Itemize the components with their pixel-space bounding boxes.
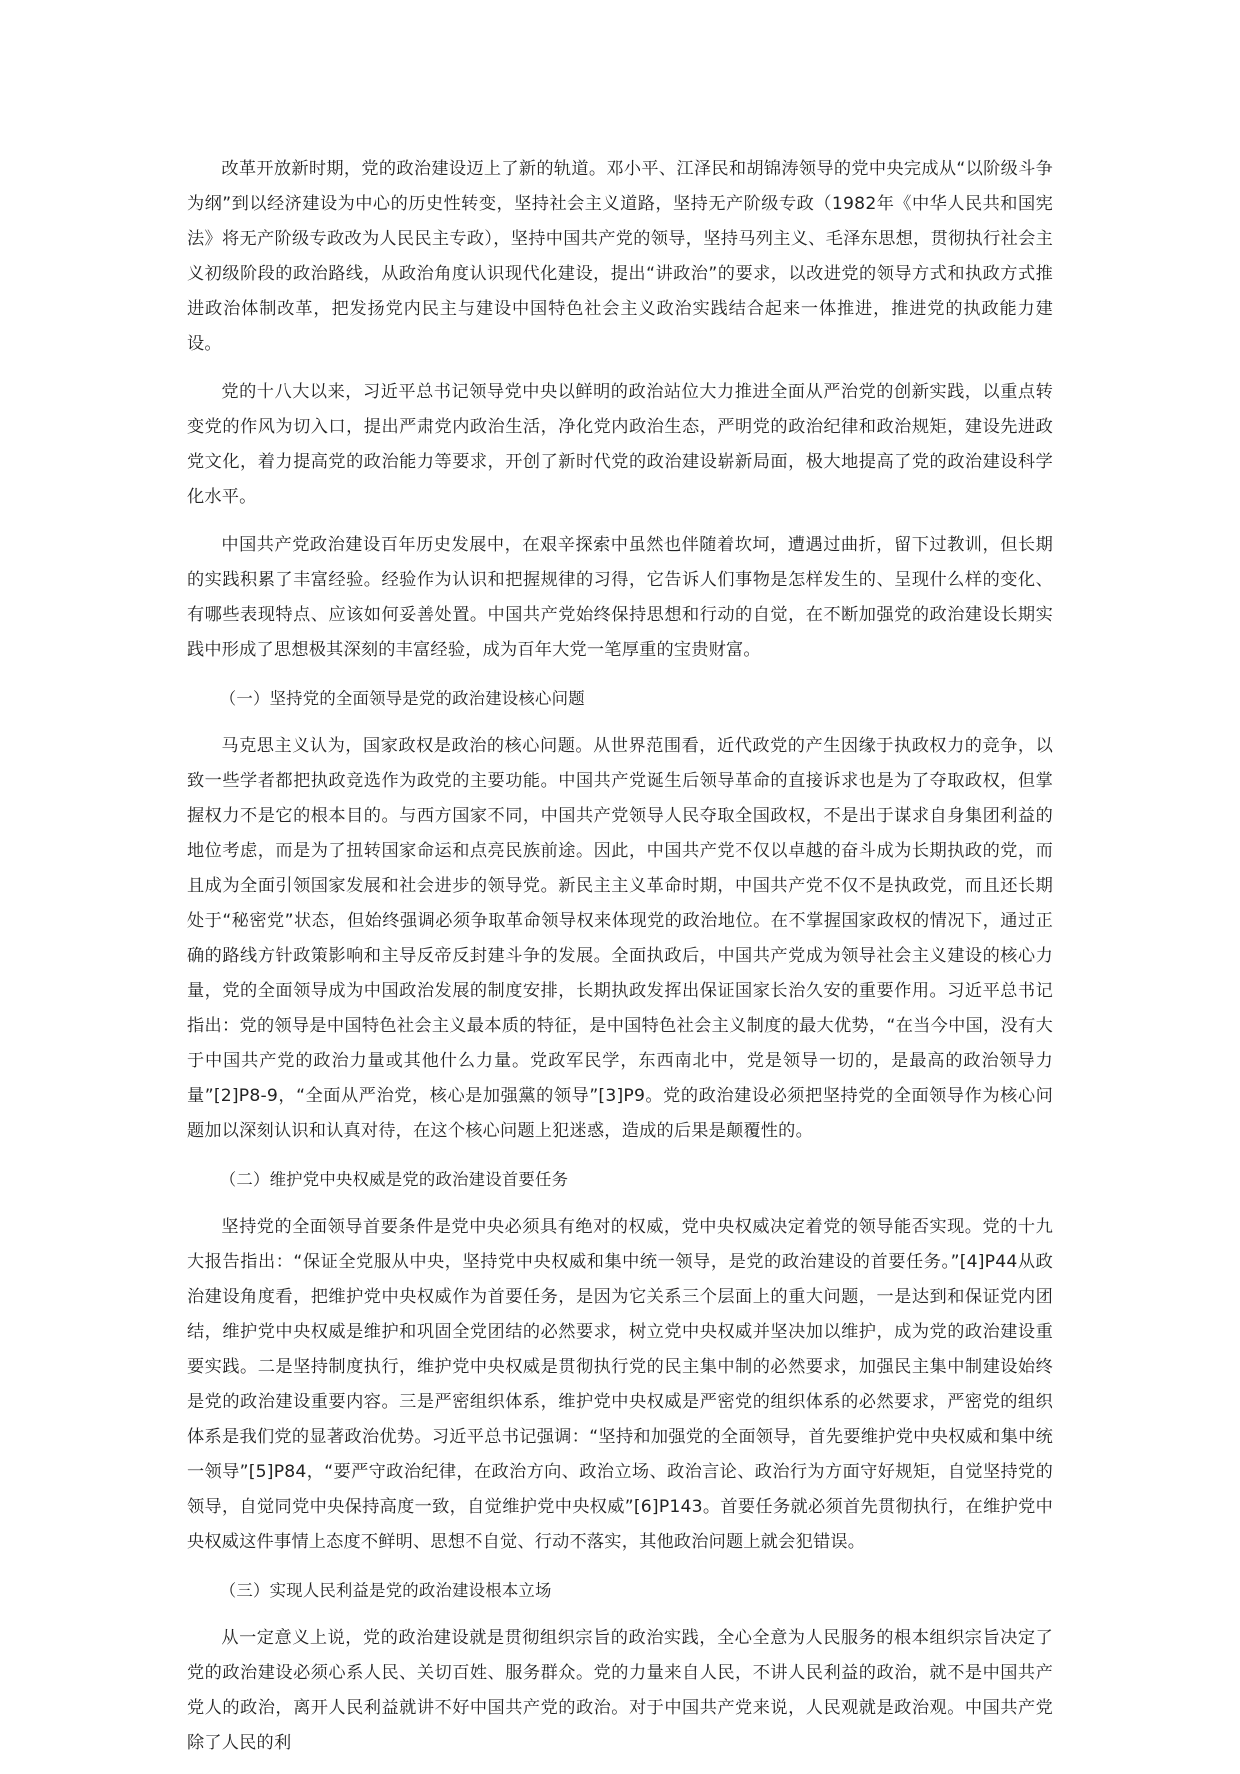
paragraph-central-authority: 坚持党的全面领导首要条件是党中央必须具有绝对的权威，党中央权威决定着党的领导能否实现。党的十九大报告指出：“保证全党服从中央，坚持党中央权威和集中统一领导，是党的政治建设的首要任务。”[4]P44从政治建设角度看，把维护党中央权威作为首要任务，是因为它关系三个层面上的重大问题，一是达到和保证党内团结，维护党中央权威是维护和巩固全党团结的必然要求，树立党中央权威并坚决加以维护，成为党的政治建设重要实践。二是坚持制度执行，维护党中央权威是贯彻执行党的民主集中制的必然要求，加强民主集中制建设始终是党的政治建设重要内容。三是严密组织体系，维护党中央权威是严密党的组织体系的必然要求，严密党的组织体系是我们党的显著政治优势。习近平总书记强调：“坚持和加强党的全面领导，首先要维护党中央权威和集中统一领导”[5]P84，“要严守政治纪律，在政治方向、政治立场、政治言论、政治行为方面守好规矩，自觉坚持党的领导，自觉同党中央保持高度一致，自觉维护党中央权威”[6]P143。首要任务就必须首先贯彻执行，在维护党中央权威这件事情上态度不鲜明、思想不自觉、行动不落实，其他政治问题上就会犯错误。 [187,1217,1053,1552]
section-heading-1: （一）坚持党的全面领导是党的政治建设核心问题 [219,689,585,708]
paragraph-century-experience: 中国共产党政治建设百年历史发展中，在艰辛探索中虽然也伴随着坎坷，遭遇过曲折，留下过教训，但长期的实践积累了丰富经验。经验作为认识和把握规律的习得，它告诉人们事物是怎样发生的、呈现什么样的变化、有哪些表现特点、应该如何妥善处置。中国共产党始终保持思想和行动的自觉，在不断加强党的政治建设长期实践中形成了思想极其深刻的丰富经验，成为百年大党一笔厚重的宝贵财富。 [187,535,1053,660]
paragraph-party-leadership: 马克思主义认为，国家政权是政治的核心问题。从世界范围看，近代政党的产生因缘于执政权力的竞争，以致一些学者都把执政竞选作为政党的主要功能。中国共产党诞生后领导革命的直接诉求也是为了夺取政权，但掌握权力不是它的根本目的。与西方国家不同，中国共产党领导人民夺取全国政权，不是出于谋求自身集团利益的地位考虑，而是为了扭转国家命运和点亮民族前途。因此，中国共产党不仅以卓越的奋斗成为长期执政的党，而且成为全面引领国家发展和社会进步的领导党。新民主主义革命时期，中国共产党不仅不是执政党，而且还长期处于“秘密党”状态，但始终强调必须争取革命领导权来体现党的政治地位。在不掌握国家政权的情况下，通过正确的路线方针政策影响和主导反帝反封建斗争的发展。全面执政后，中国共产党成为领导社会主义建设的核心力量，党的全面领导成为中国政治发展的制度安排，长期执政发挥出保证国家长治久安的重要作用。习近平总书记指出：党的领导是中国特色社会主义最本质的特征，是中国特色社会主义制度的最大优势，“在当今中国，没有大于中国共产党的政治力量或其他什么力量。党政军民学，东西南北中，党是领导一切的，是最高的政治领导力量”[2]P8-9，“全面从严治党，核心是加强黨的领导”[3]P9。党的政治建设必须把坚持党的全面领导作为核心问题加以深刻认识和认真对待，在这个核心问题上犯迷惑，造成的后果是颠覆性的。 [187,736,1053,1141]
section-heading-3: （三）实现人民利益是党的政治建设根本立场 [219,1581,552,1600]
section-heading-2: （二）维护党中央权威是党的政治建设首要任务 [219,1170,569,1189]
paragraph-people-interest: 从一定意义上说，党的政治建设就是贯彻组织宗旨的政治实践，全心全意为人民服务的根本组织宗旨决定了党的政治建设必须心系人民、关切百姓、服务群众。党的力量来自人民，不讲人民利益的政治，就不是中国共产党人的政治，离开人民利益就讲不好中国共产党的政治。对于中国共产党来说，人民观就是政治观。中国共产党除了人民的利 [187,1628,1053,1753]
paragraph-18th-congress: 党的十八大以来，习近平总书记领导党中央以鲜明的政治站位大力推进全面从严治党的创新实践，以重点转变党的作风为切入口，提出严肃党内政治生活，净化党内政治生态，严明党的政治纪律和政治规矩，建设先进政党文化，着力提高党的政治能力等要求，开创了新时代党的政治建设崭新局面，极大地提高了党的政治建设科学化水平。 [187,382,1053,507]
document-page [187,152,1053,1774]
paragraph-reform-era: 改革开放新时期，党的政治建设迈上了新的轨道。邓小平、江泽民和胡锦涛领导的党中央完成从“以阶级斗争为纲”到以经济建设为中心的历史性转变，坚持社会主义道路，坚持无产阶级专政（1982年《中华人民共和国宪法》将无产阶级专政改为人民民主专政），坚持中国共产党的领导，坚持马列主义、毛泽东思想，贯彻执行社会主义初级阶段的政治路线，从政治角度认识现代化建设，提出“讲政治”的要求，以改进党的领导方式和执政方式推进政治体制改革，把发扬党内民主与建设中国特色社会主义政治实践结合起来一体推进，推进党的执政能力建设。 [187,159,1053,354]
